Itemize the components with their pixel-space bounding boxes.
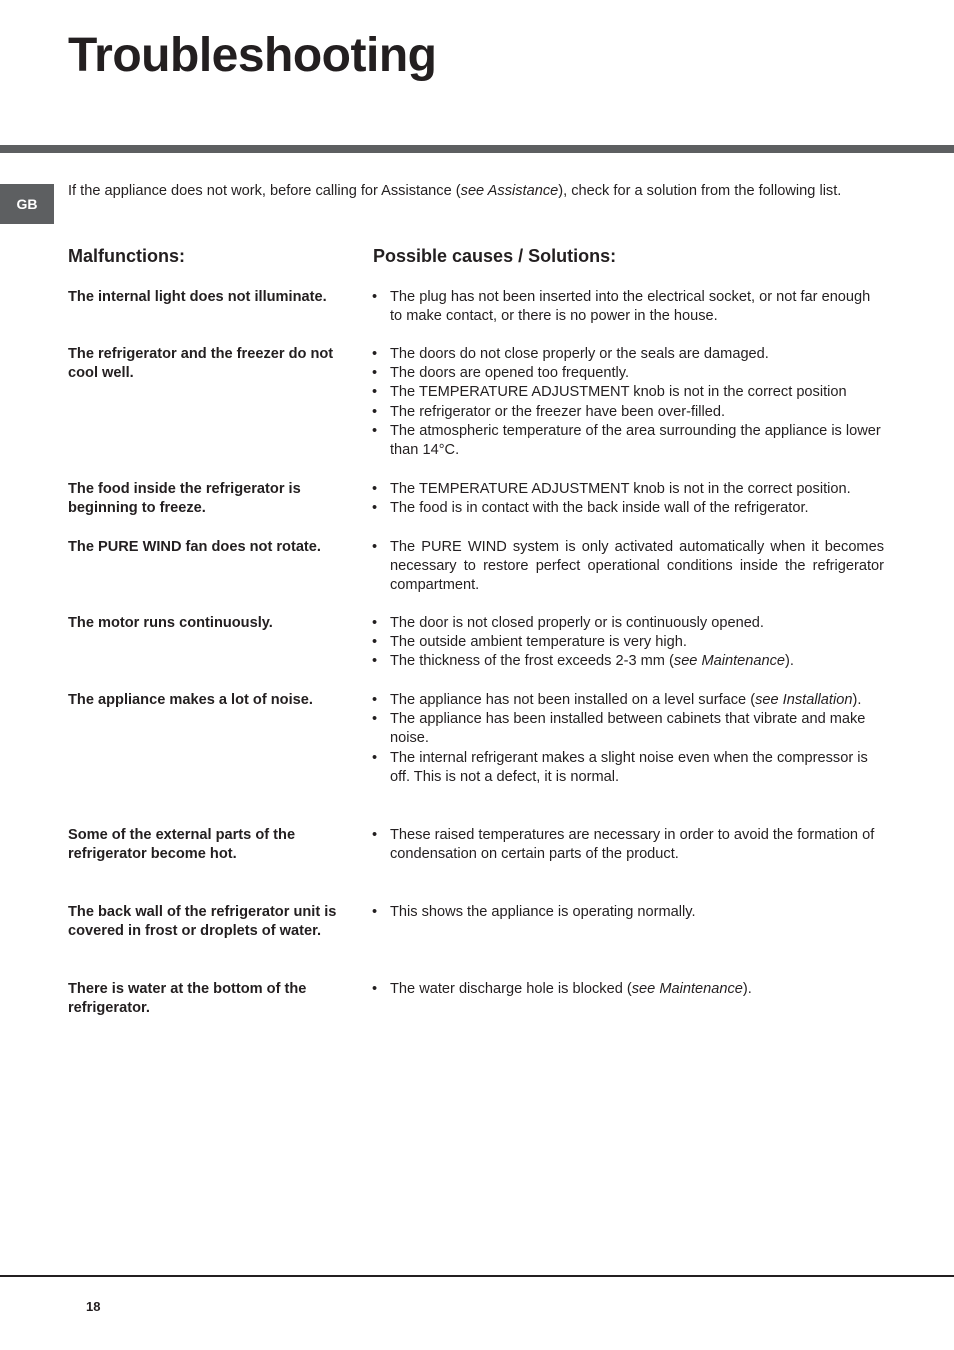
cause-item: • The TEMPERATURE ADJUSTMENT knob is not in the correct position [372, 383, 884, 402]
cause-text-end: ). [785, 653, 794, 670]
cause-text: The appliance has not been installed on a level surface ( [390, 692, 756, 708]
malfunction-label: The motor runs continuously. [68, 615, 273, 631]
cause-item: • The doors are opened too frequently. [372, 364, 884, 383]
causes-list [372, 345, 884, 460]
footer-rule [0, 1275, 954, 1277]
malfunction-label: Some of the external parts of the refrigerator become hot. [68, 827, 296, 863]
cause-text: The thickness of the frost exceeds 2-3 mm ( [390, 653, 674, 670]
cause-item: • The TEMPERATURE ADJUSTMENT knob is not in the correct position. [372, 480, 884, 499]
intro-text-end: ), check for a solution from the following list. [558, 183, 842, 199]
cause-reference: see Installation [755, 692, 853, 708]
cause-item: • The PURE WIND system is only activated automatically when it becomes necessary to restore perfect operational conditions inside the refrigerator compartment. [372, 538, 884, 596]
cause-item: • This shows the appliance is operating normally. [372, 903, 884, 922]
causes-list [372, 691, 884, 787]
intro-text [68, 182, 928, 201]
malfunction-label: The refrigerator and the freezer do not cool well. [68, 346, 334, 382]
page-title: Troubleshooting [68, 29, 437, 82]
causes-list [372, 903, 884, 922]
cause-item [372, 691, 884, 710]
cause-item [372, 980, 884, 999]
cause-item: • The plug has not been inserted into the electrical socket, or not far enough to make contact, or there is no power in the house. [372, 288, 884, 326]
causes-heading: Possible causes / Solutions: [373, 246, 617, 266]
causes-list [372, 614, 884, 672]
cause-item: • The internal refrigerant makes a slight noise even when the compressor is off. This is not a defect, it is normal. [372, 749, 884, 787]
causes-list [372, 480, 884, 518]
cause-item: • The food is in contact with the back inside wall of the refrigerator. [372, 499, 884, 518]
malfunction-label: The internal light does not illuminate. [68, 289, 327, 305]
cause-text-end: ). [852, 692, 862, 708]
malfunction-label: The back wall of the refrigerator unit is covered in frost or droplets of water. [68, 904, 337, 940]
cause-text: The water discharge hole is blocked ( [390, 981, 632, 997]
causes-list [372, 288, 884, 326]
cause-item: • These raised temperatures are necessary in order to avoid the formation of condensation on certain parts of the product. [372, 826, 884, 864]
malfunction-label: The appliance makes a lot of noise. [68, 692, 313, 708]
cause-text-end: ). [742, 981, 752, 997]
malfunction-label: There is water at the bottom of the refrigerator. [68, 981, 307, 1017]
cause-item: • The door is not closed properly or is continuously opened. [372, 614, 884, 633]
malfunctions-heading: Malfunctions: [68, 246, 185, 266]
cause-item: • The outside ambient temperature is very high. [372, 633, 884, 652]
causes-list [372, 538, 884, 596]
cause-reference: see Maintenance [631, 981, 743, 997]
header-rule [0, 145, 954, 153]
causes-list [372, 826, 884, 864]
cause-reference: see Maintenance [673, 653, 786, 670]
cause-item: • The doors do not close properly or the seals are damaged. [372, 345, 884, 364]
cause-item: • The refrigerator or the freezer have been over-filled. [372, 403, 884, 422]
cause-item: • The appliance has been installed between cabinets that vibrate and make noise. [372, 710, 884, 748]
malfunction-label: The PURE WIND fan does not rotate. [68, 539, 321, 555]
malfunction-label: The food inside the refrigerator is beginning to freeze. [68, 481, 301, 517]
cause-item: • The atmospheric temperature of the area surrounding the appliance is lower than 14°C. [372, 422, 884, 460]
intro-text-start: If the appliance does not work, before calling for Assistance ( [68, 183, 461, 199]
page-number: 18 [86, 1299, 101, 1314]
causes-list [372, 980, 884, 999]
intro-reference: see Assistance [460, 183, 559, 199]
language-tab: GB [0, 184, 54, 224]
cause-item [372, 652, 884, 671]
